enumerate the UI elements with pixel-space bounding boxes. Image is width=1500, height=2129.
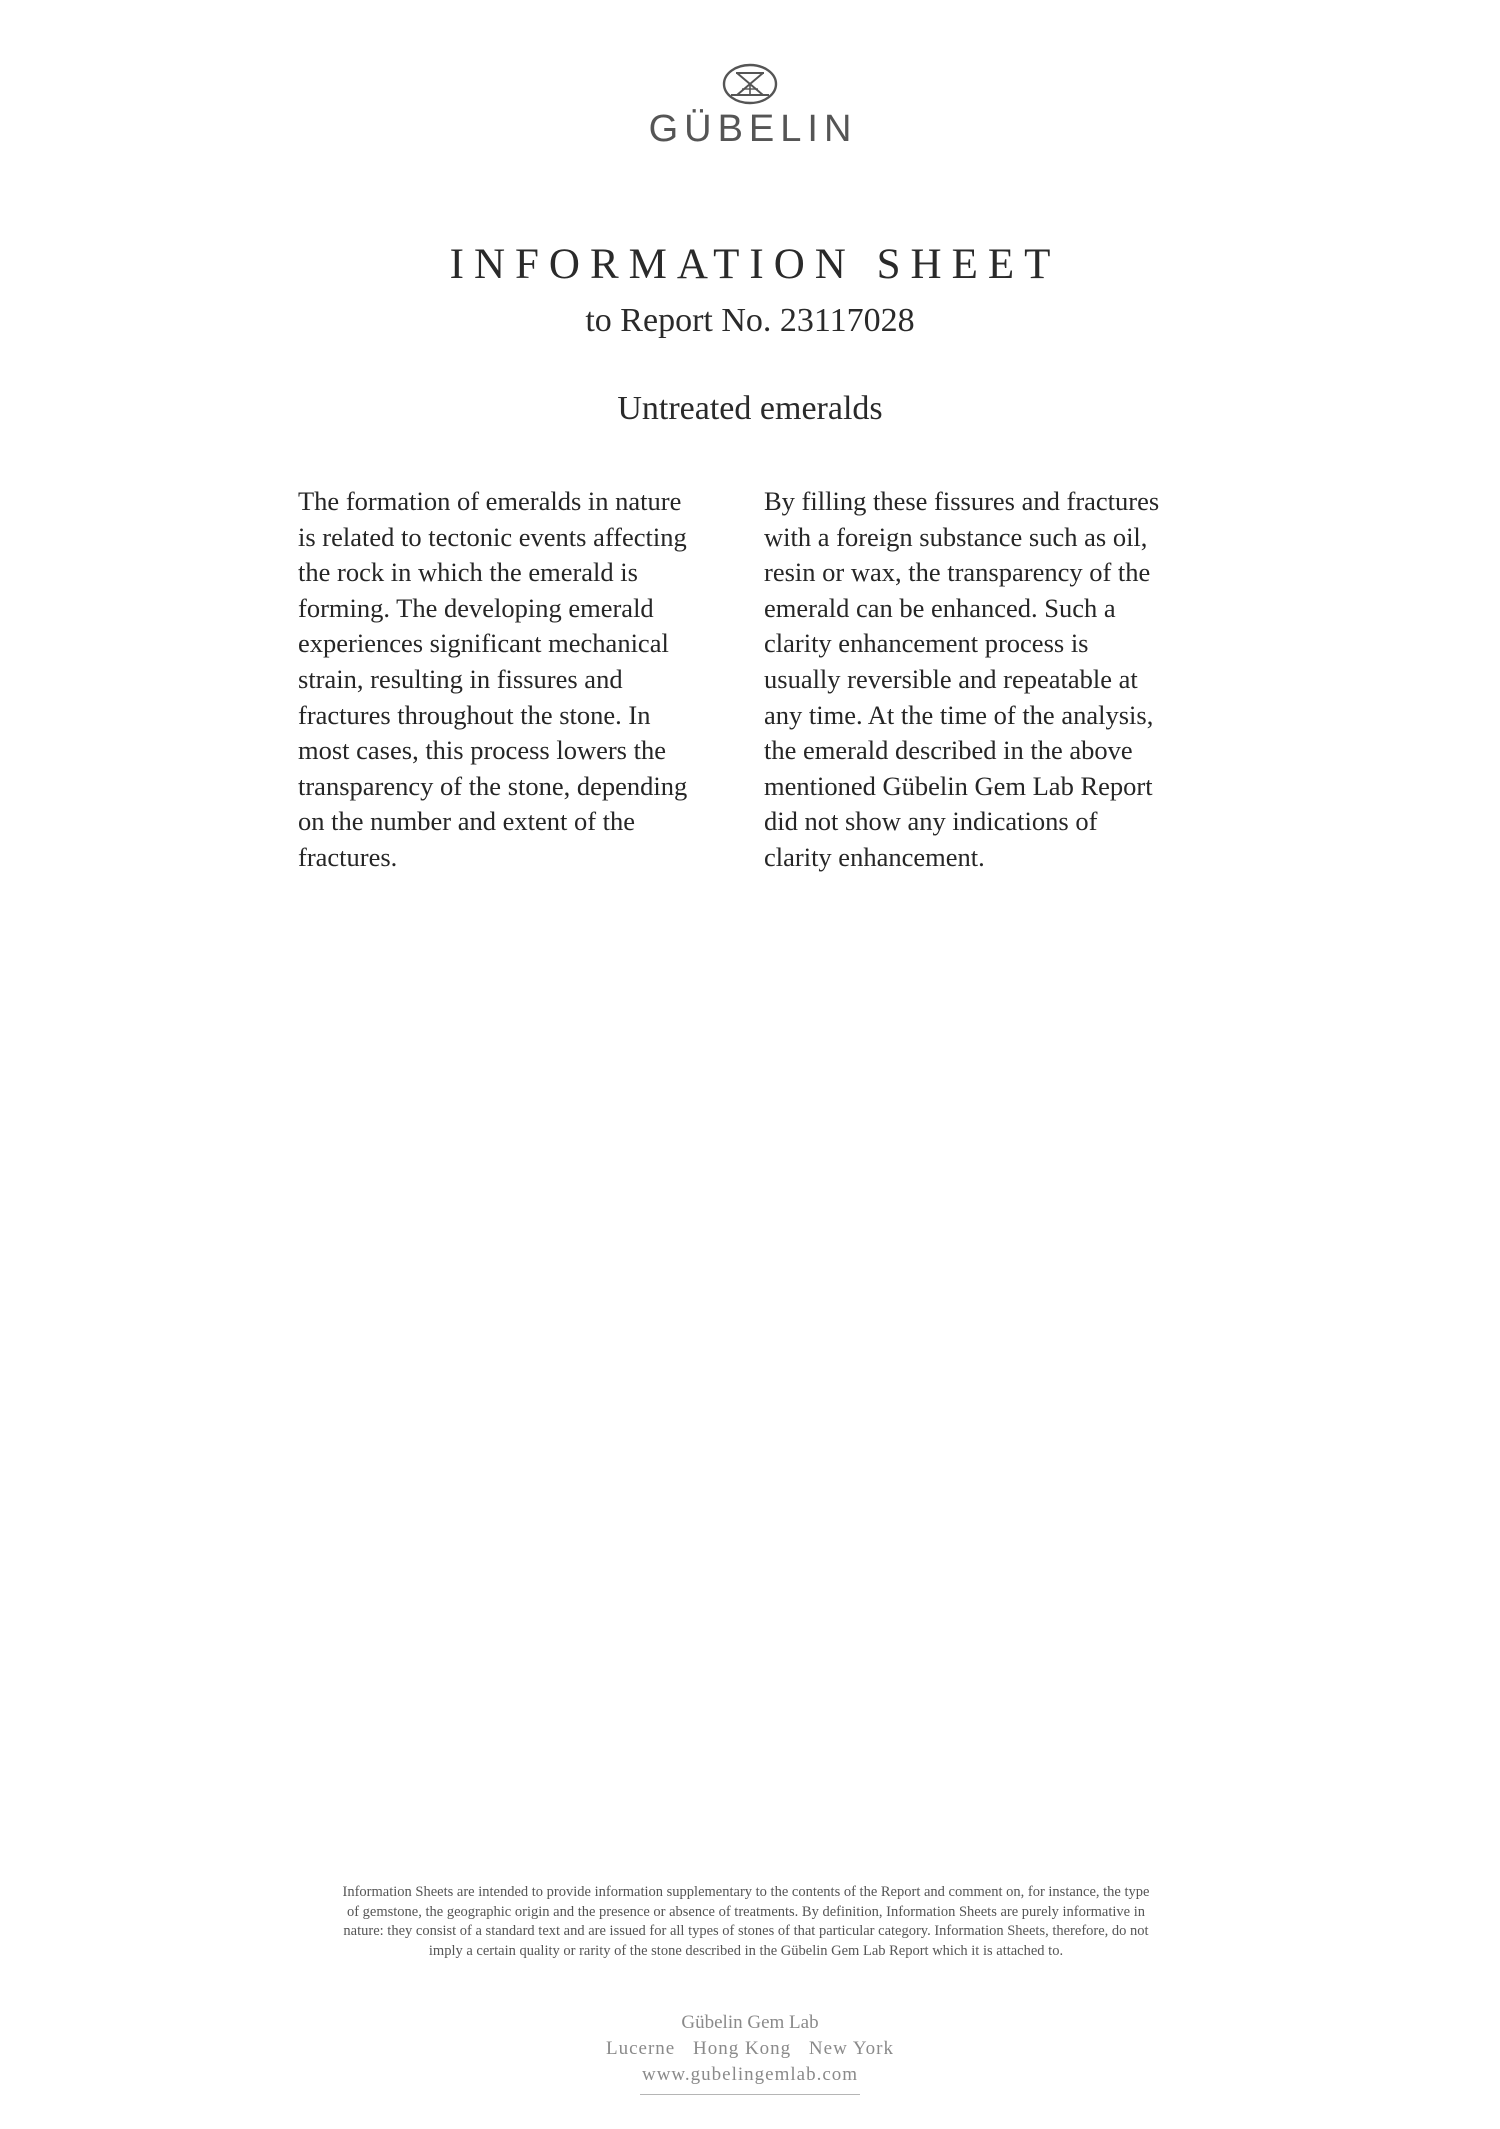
text-line: clarity enhancement process is xyxy=(764,628,1089,659)
text-line: any time. At the time of the analysis, xyxy=(764,699,1154,730)
text-line: forming. The developing emerald xyxy=(298,592,654,623)
text-line: resin or wax, the transparency of the xyxy=(764,557,1151,588)
disclaimer-line: nature: they consist of a standard text and are issued for all types of stones of that particular category. Information Sheets, therefore, do not xyxy=(343,1923,1149,1939)
text-line: fractures. xyxy=(298,841,398,872)
text-line: transparency of the stone, depending xyxy=(298,770,688,801)
city-lucerne: Lucerne xyxy=(605,2038,676,2059)
page-title: INFORMATION SHEET xyxy=(449,241,1061,288)
text-line: did not show any indications of xyxy=(764,806,1098,837)
text-line: experiences significant mechanical xyxy=(298,628,669,659)
gubelin-emblem-icon xyxy=(715,62,785,106)
text-line: emerald can be enhanced. Such a xyxy=(764,592,1116,623)
text-line: with a foreign substance such as oil, xyxy=(764,521,1148,552)
text-line: clarity enhancement. xyxy=(764,841,985,872)
text-line: most cases, this process lowers the xyxy=(298,735,666,766)
body-column-right xyxy=(764,484,1209,876)
text-line: By filling these fissures and fractures xyxy=(764,486,1160,516)
brand-wordmark: GÜBELIN xyxy=(648,108,858,150)
footer xyxy=(0,2010,1500,2095)
footer-divider xyxy=(640,2094,860,2095)
text-line: the emerald described in the above xyxy=(764,735,1133,766)
brand-logo xyxy=(0,62,1500,151)
body-column-left xyxy=(298,484,743,876)
text-line: on the number and extent of the xyxy=(298,806,636,837)
city-hong-kong: Hong Kong xyxy=(692,2038,792,2059)
text-line: fractures throughout the stone. In xyxy=(298,699,651,730)
disclaimer-line: Information Sheets are intended to provide information supplementary to the contents of the Report and comment on, for instance, the type xyxy=(342,1884,1150,1900)
disclaimer-line: imply a certain quality or rarity of the stone described in the Gübelin Gem Lab Report which it is attached to. xyxy=(428,1942,1064,1959)
report-number: to Report No. 23117028 xyxy=(585,302,915,339)
footer-website-link[interactable]: www.gubelingemlab.com xyxy=(641,2064,859,2085)
footer-cities xyxy=(0,2036,1500,2062)
disclaimer xyxy=(298,1883,1194,1961)
text-line: usually reversible and repeatable at xyxy=(764,663,1138,694)
text-line: mentioned Gübelin Gem Lab Report xyxy=(764,770,1153,801)
text-line: the rock in which the emerald is xyxy=(298,557,638,588)
text-line: strain, resulting in fissures and xyxy=(298,663,623,694)
text-line: is related to tectonic events affecting xyxy=(298,521,687,552)
section-heading: Untreated emeralds xyxy=(617,390,883,427)
city-new-york: New York xyxy=(808,2038,894,2059)
footer-lab-name: Gübelin Gem Lab xyxy=(681,2012,819,2033)
disclaimer-line: of gemstone, the geographic origin and the presence or absence of treatments. By definition, Information Sheets are purely informative in xyxy=(346,1903,1146,1920)
text-line: The formation of emeralds in nature xyxy=(298,486,682,516)
